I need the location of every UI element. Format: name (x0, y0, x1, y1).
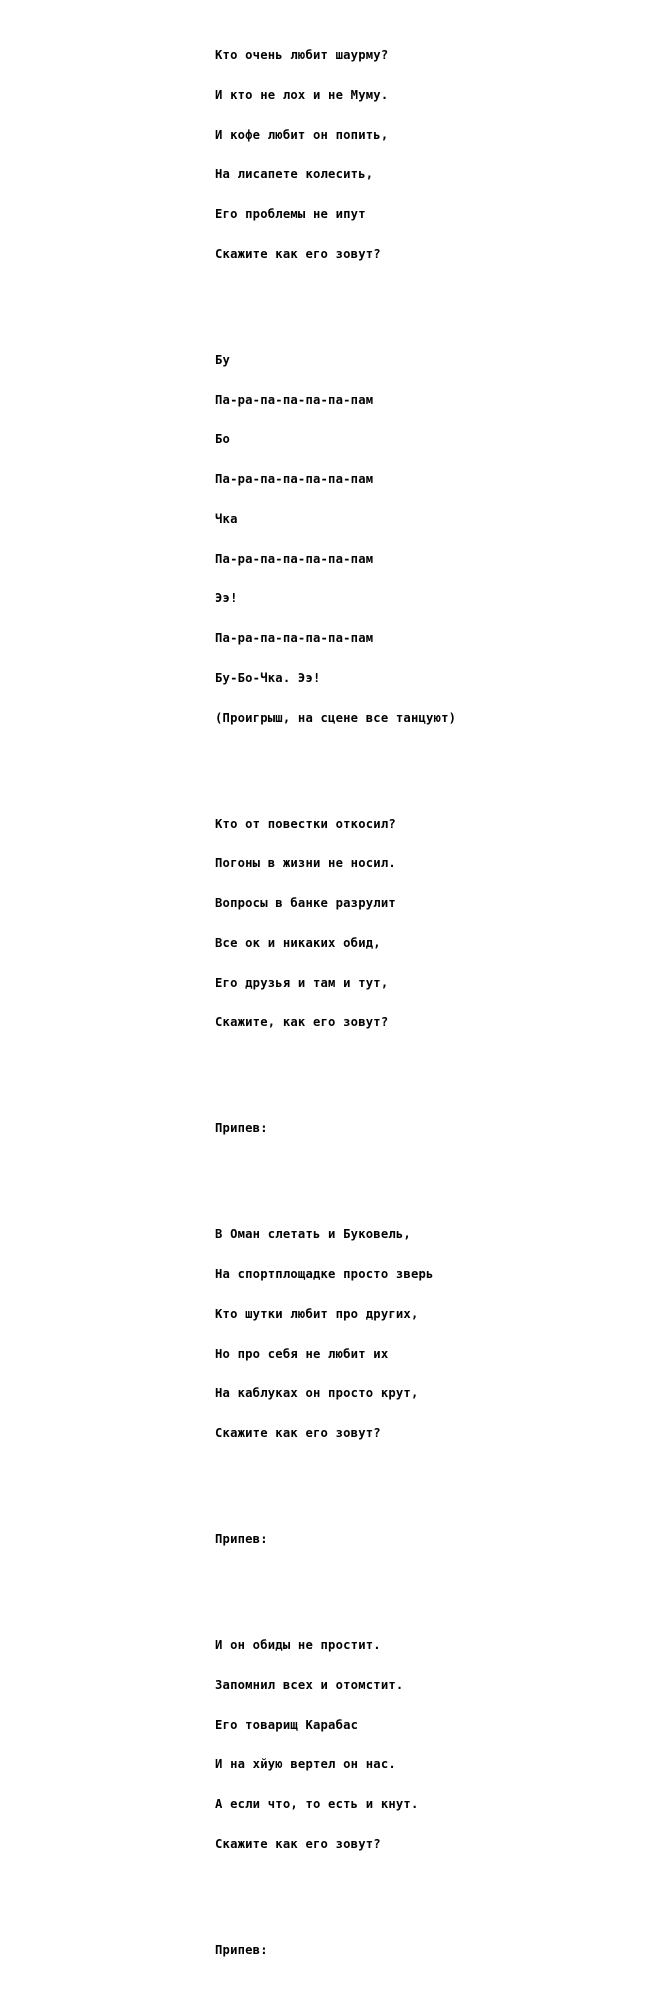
chorus-label: Припев: (215, 1942, 268, 1957)
lyric-line: И кофе любит он попить, (215, 127, 389, 142)
lyric-line: Погоны в жизни не носил. (215, 856, 396, 871)
lyric-line: Запомнил всех и отомстит. (215, 1677, 404, 1692)
stanza-5 (215, 1613, 635, 1878)
lyric-line: Вопросы в банке разрулит (215, 896, 396, 910)
chorus-marker-2 (215, 1507, 635, 1573)
lyric-line: На лисапете колесить, (215, 167, 374, 182)
lyric-line: Его товарищ Карабас (215, 1717, 359, 1732)
lyric-line: На каблуках он просто крут, (215, 1386, 419, 1401)
lyric-line: Кто очень любит шаурму? (215, 48, 389, 62)
lyric-line: Ээ! (215, 591, 238, 606)
lyric-line: Все ок и никаких обид, (215, 935, 381, 950)
chorus-label: Припев: (215, 1121, 268, 1136)
lyric-line: На спортплощадке просто зверь (215, 1267, 434, 1281)
lyric-line: Его проблемы не ипут (215, 207, 366, 221)
stanza-2 (215, 327, 635, 751)
lyric-line: Па-ра-па-па-па-па-пам (215, 631, 374, 645)
lyric-line: Кто шутки любит про других, (215, 1306, 419, 1321)
chorus-marker-3 (215, 1917, 635, 1983)
stanza-4 (215, 1202, 635, 1467)
lyric-line: Бу (215, 352, 231, 367)
lyric-line: Скажите как его зовут? (215, 246, 381, 261)
stanza-3 (215, 791, 635, 1056)
lyric-line: Кто от повестки откосил? (215, 816, 396, 831)
lyric-line: Бо (215, 432, 231, 447)
lyric-line: В Оман слетать и Буковель, (215, 1227, 411, 1242)
chorus-marker-1 (215, 1096, 635, 1162)
stanza-1 (215, 23, 635, 288)
lyric-line: Его друзья и там и тут, (215, 975, 389, 990)
lyric-line: И кто не лох и не Муму. (215, 87, 389, 102)
lyric-line: Скажите как его зовут? (215, 1426, 381, 1440)
lyric-line: Па-ра-па-па-па-па-пам (215, 392, 374, 407)
lyric-line: Скажите, как его зовут? (215, 1015, 389, 1030)
lyric-line: Бу-Бо-Чка. Ээ! (215, 670, 321, 685)
lyric-line: Па-ра-па-па-па-па-пам (215, 551, 374, 566)
lyric-line: И он обиды не простит. (215, 1638, 381, 1652)
lyric-line: (Проигрыш, на сцене все танцуют) (215, 710, 457, 725)
lyric-line: Па-ра-па-па-па-па-пам (215, 472, 374, 486)
lyric-line: Скажите как его зовут? (215, 1836, 381, 1851)
lyrics-document (215, 0, 635, 2010)
lyric-line: А если что, то есть и кнут. (215, 1797, 419, 1811)
chorus-label: Припев: (215, 1532, 268, 1546)
lyric-line: Чка (215, 511, 238, 526)
lyric-line: Но про себя не любит их (215, 1346, 389, 1361)
lyric-line: И на хйую вертел он нас. (215, 1757, 396, 1772)
